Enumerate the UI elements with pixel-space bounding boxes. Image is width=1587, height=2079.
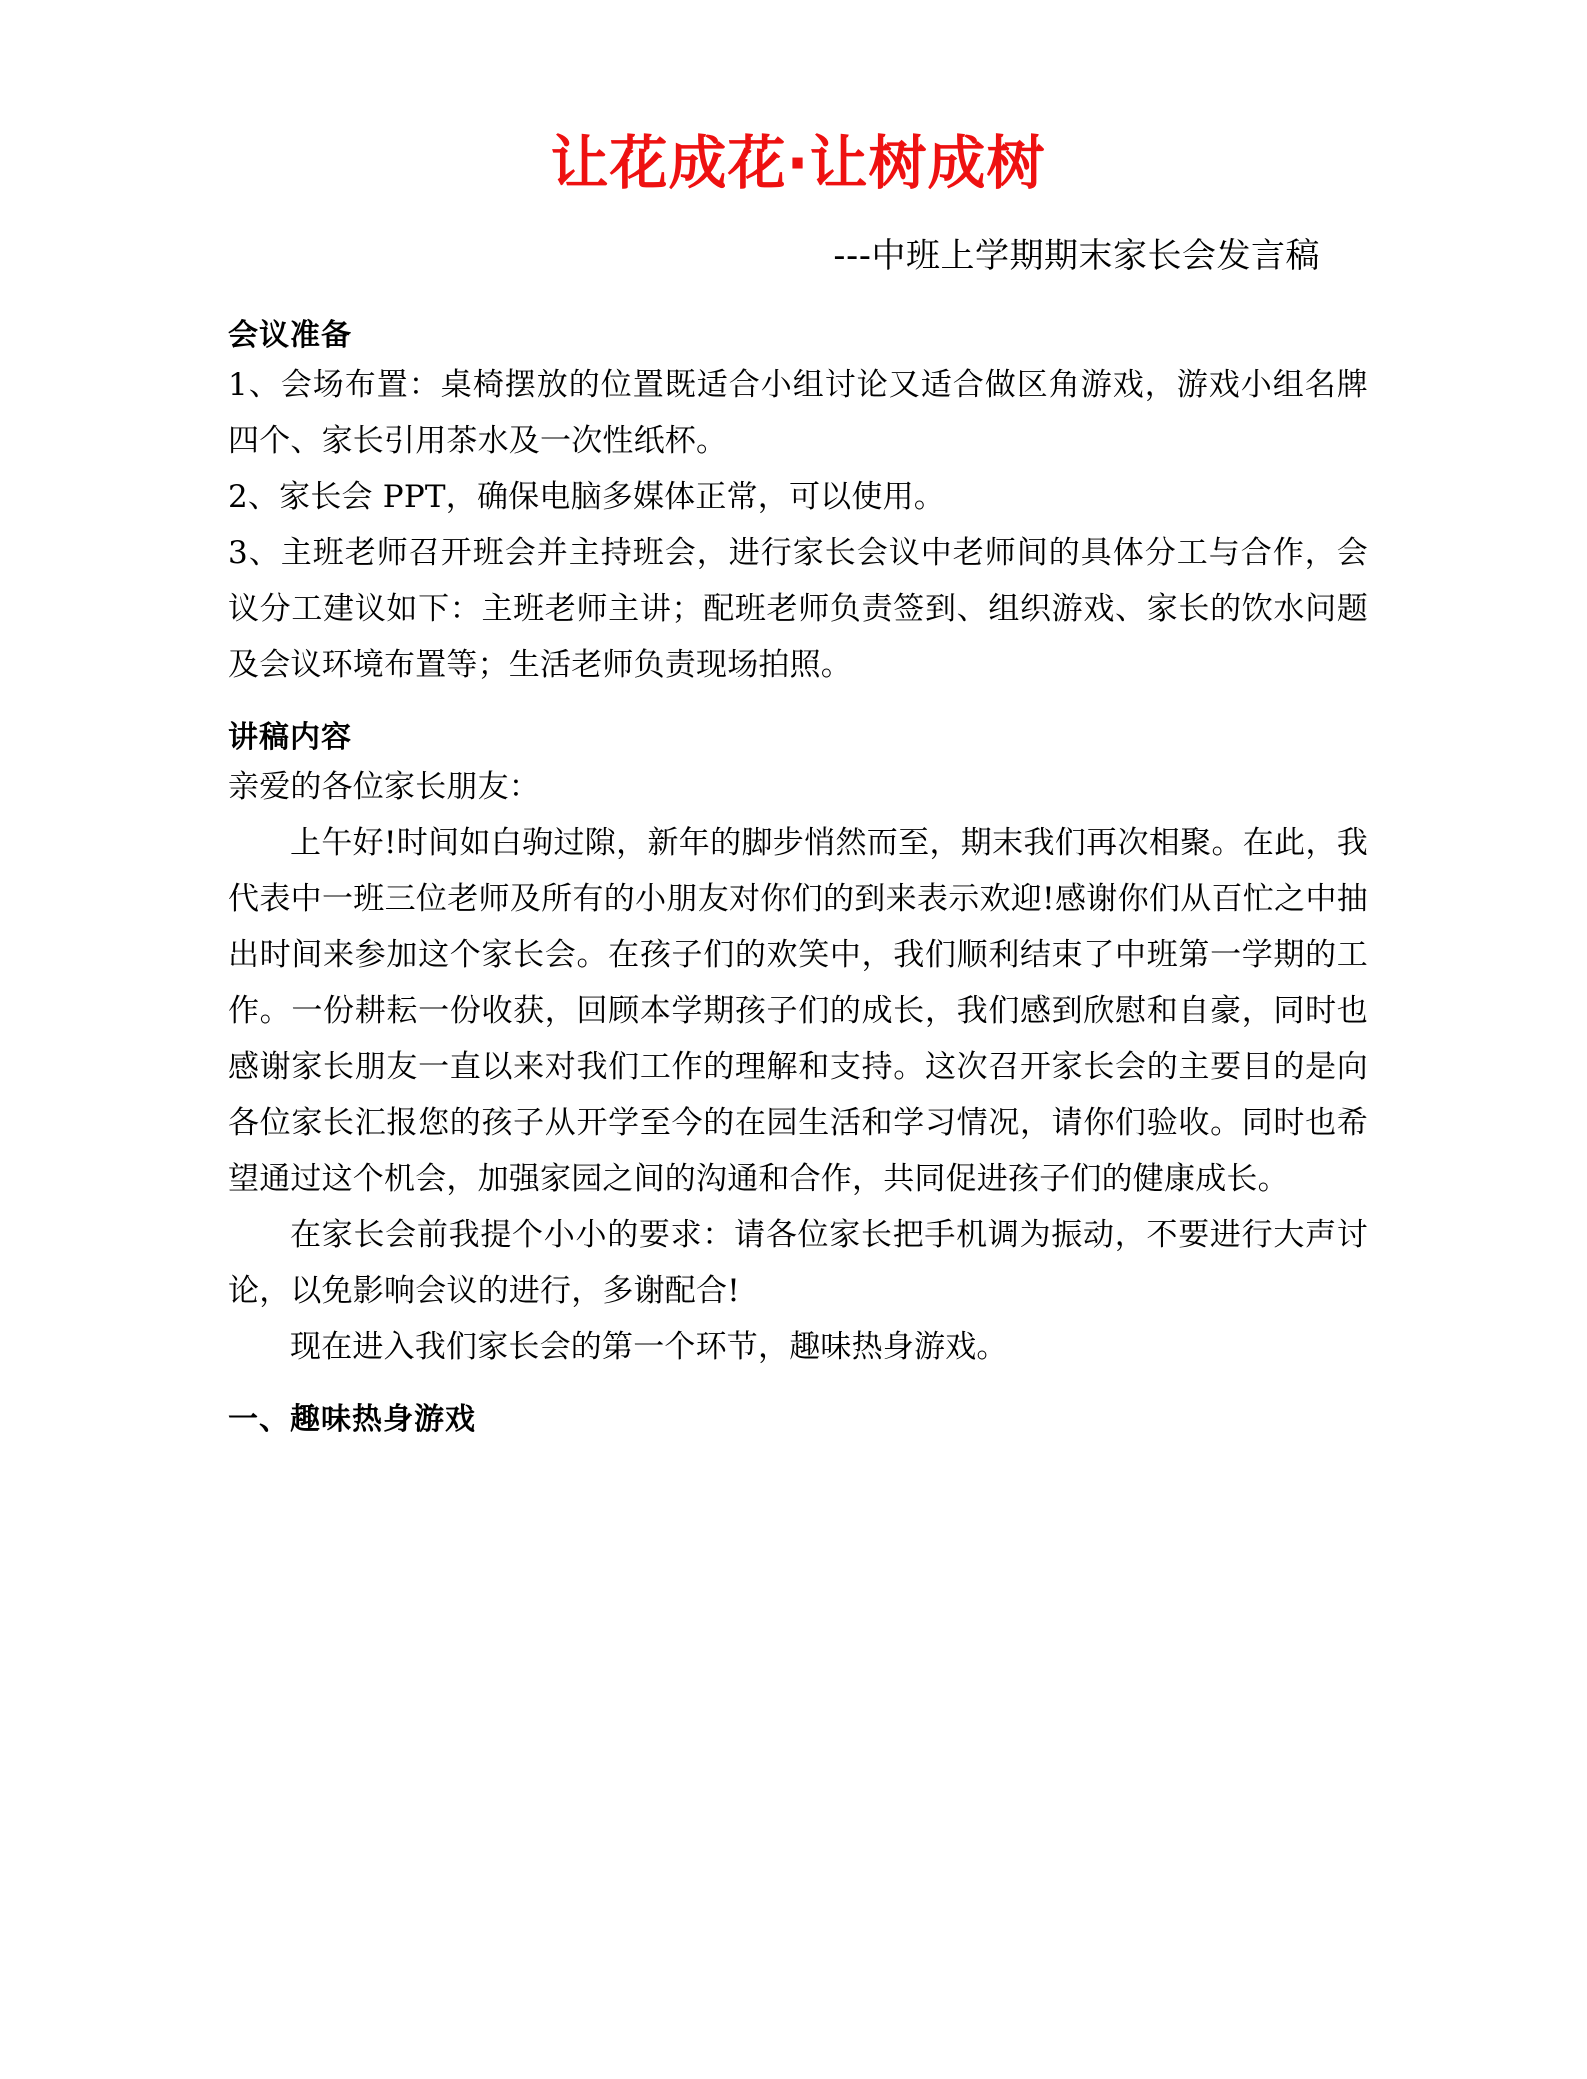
heading-speech-content: 讲稿内容: [228, 719, 352, 755]
speech-paragraph: 现在进入我们家长会的第一个环节，趣味热身游戏。: [290, 1328, 1008, 1365]
page-title: 让花成花·让树成树: [550, 129, 1046, 197]
document-content: [228, 0, 1368, 1441]
speech-body: [228, 759, 1368, 1375]
list-item: 1、会场布置：桌椅摆放的位置既适合小组讨论又适合做区角游戏，游戏小组名牌四个、家长引用茶水及一次性纸杯。: [228, 366, 1368, 459]
preparation-list: [228, 357, 1368, 693]
list-item: 3、主班老师召开班会并主持班会，进行家长会议中老师间的具体分工与合作，会议分工建议如下：主班老师主讲；配班老师负责签到、组织游戏、家长的饮水问题及会议环境布置等；生活老师负责现场拍照。: [228, 534, 1368, 683]
document-subtitle: ---中班上学期期末家长会发言稿: [833, 235, 1320, 276]
speech-paragraph: 在家长会前我提个小小的要求：请各位家长把手机调为振动，不要进行大声讨论，以免影响会议的进行，多谢配合!: [228, 1216, 1368, 1309]
speech-paragraph: 上午好!时间如白驹过隙，新年的脚步悄然而至，期末我们再次相聚。在此，我代表中一班三位老师及所有的小朋友对你们的到来表示欢迎!感谢你们从百忙之中抽出时间来参加这个家长会。在孩子们的欢笑中，我们顺利结束了中班第一学期的工作。一份耕耘一份收获，回顾本学期孩子们的成长，我们感到欣慰和自豪，同时也感谢家长朋友一直以来对我们工作的理解和支持。这次召开家长会的主要目的是向各位家长汇报您的孩子从开学至今的在园生活和学习情况，请你们验收。同时也希望通过这个机会，加强家园之间的沟通和合作，共同促进孩子们的健康成长。: [228, 824, 1368, 1197]
list-item: 2、家长会 PPT，确保电脑多媒体正常，可以使用。: [228, 478, 945, 515]
speech-salutation: 亲爱的各位家长朋友：: [228, 768, 540, 805]
heading-meeting-preparation: 会议准备: [228, 317, 352, 353]
heading-warmup-game: 一、趣味热身游戏: [228, 1401, 476, 1437]
